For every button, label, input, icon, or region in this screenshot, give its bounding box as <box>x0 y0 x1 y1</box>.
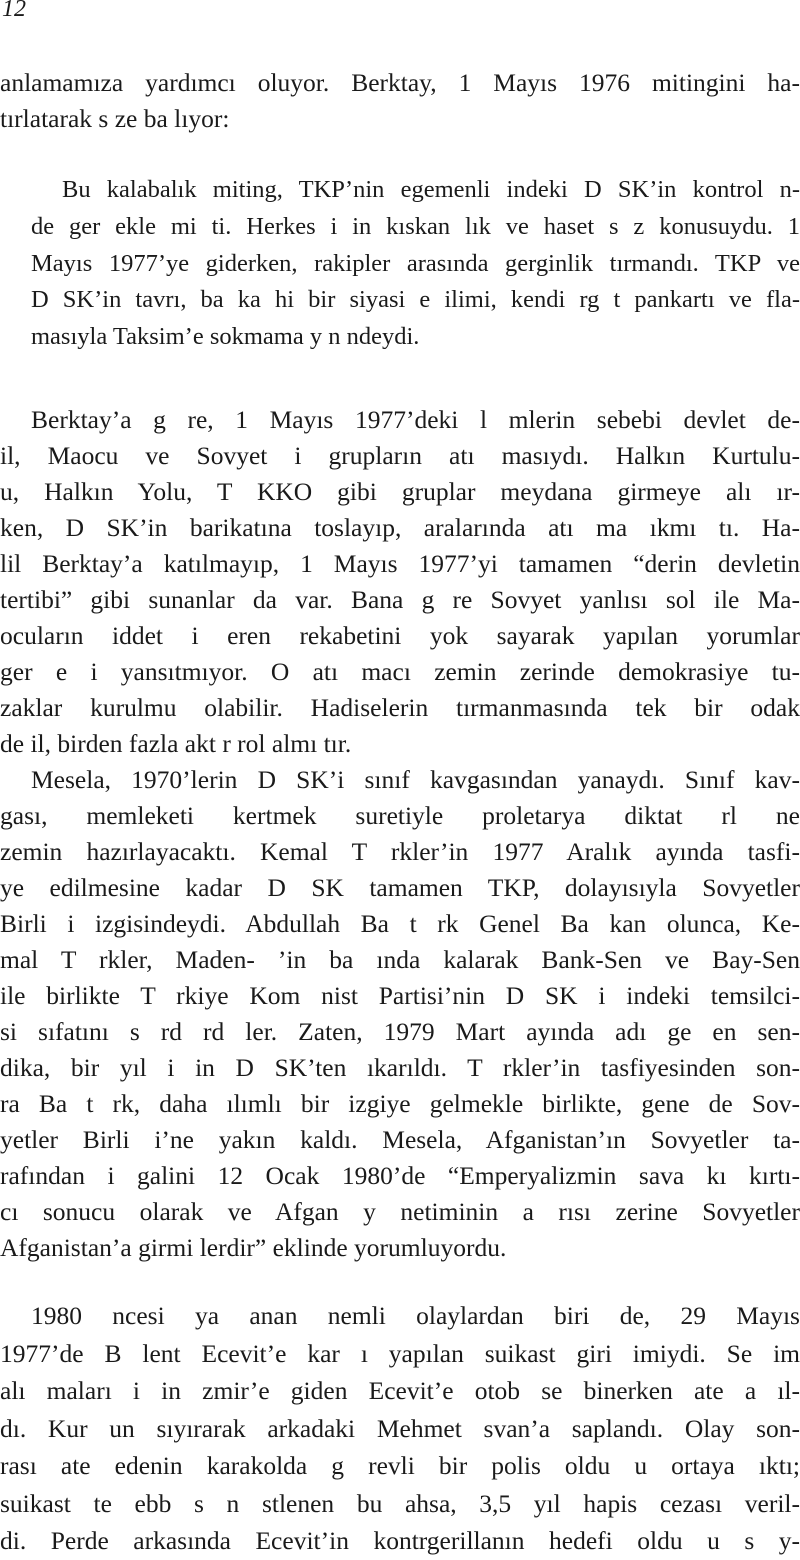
block-quote <box>31 172 800 356</box>
text-line: tırlatarak s ze ba lıyor: <box>0 104 230 133</box>
text-line: dı. Kur un sıyırarak arkadaki Mehmet svan’a saplandı. Olay son- <box>0 1413 800 1443</box>
text-line: Birli i izgisindeydi. Abdullah Ba t rk Genel Ba kan olunca, Ke- <box>0 909 800 938</box>
text-line: ye edilmesine kadar D SK tamamen TKP, dolayısıyla Sovyetler <box>0 873 800 902</box>
text-line: rafından i galini 12 Ocak 1980’de “Emperyalizmin sava kı kırtı- <box>0 1161 800 1190</box>
text-line: ken, D SK’in barikatına toslayıp, aralarında atı ma ıkmı tı. Ha- <box>0 513 800 542</box>
text-line: de il, birden fazla akt r rol almı tır. <box>0 729 352 758</box>
text-line: ra Ba t rk, daha ılımlı bir izgiye gelmekle birlikte, gene de Sov- <box>0 1089 800 1118</box>
text-line: de ger ekle mi ti. Herkes i in kıskan lık ve haset s z konusuydu. 1 <box>31 212 800 240</box>
text-line: anlamamıza yardımcı oluyor. Berktay, 1 Mayıs 1976 mitingini ha- <box>0 68 800 97</box>
text-line: cı sonucu olarak ve Afgan y netiminin a rısı zerine Sovyetler <box>0 1197 800 1226</box>
text-line: zaklar kurulmu olabilir. Hadiselerin tırmanmasında tek bir odak <box>0 693 800 722</box>
text-line: D SK’in tavrı, ba ka hi bir siyasi e ilimi, kendi rg t pankartı ve fla- <box>31 286 800 314</box>
text-line: si sıfatını s rd rd ler. Zaten, 1979 Mart ayında adı ge en sen- <box>0 1017 800 1046</box>
text-line: di. Perde arkasında Ecevit’in kontrgerillanın hedefi oldu u s y- <box>0 1526 800 1555</box>
text-line: mal T rkler, Maden- ’in ba ında kalarak Bank-Sen ve Bay-Sen <box>0 945 800 974</box>
text-line: suikast te ebb s n stlenen bu ahsa, 3,5 yıl hapis cezası veril- <box>0 1488 800 1518</box>
text-line: tertibi” gibi sunanlar da var. Bana g re Sovyet yanlısı sol ile Ma- <box>0 585 800 614</box>
text-line: 1980 ncesi ya anan nemli olaylardan biri de, 29 Mayıs <box>31 1301 800 1330</box>
text-line: ger e i yansıtmıyor. O atı macı zemin zerinde demokrasiye tu- <box>0 657 800 686</box>
text-line: alı maları i in zmir’e giden Ecevit’e otob se binerken ate a ıl- <box>0 1376 800 1405</box>
text-line: Mesela, 1970’lerin D SK’i sınıf kavgasından yanaydı. Sınıf kav- <box>31 765 800 794</box>
text-line: Afganistan’a girmi lerdir” eklinde yorumluyordu. <box>0 1233 507 1262</box>
text-line: ocuların iddet i eren rekabetini yok sayarak yapılan yorumlar <box>0 621 800 650</box>
closing-paragraph <box>0 1297 800 1560</box>
intro-paragraph <box>0 65 800 137</box>
page-number: 12 <box>2 0 26 22</box>
text-line: Berktay’a g re, 1 Mayıs 1977’deki l mlerin sebebi devlet de- <box>31 405 800 434</box>
text-line: yetler Birli i’ne yakın kaldı. Mesela, Afganistan’ın Sovyetler ta- <box>0 1125 800 1154</box>
text-line: rası ate edenin karakolda g revli bir polis oldu u ortaya ıktı; <box>0 1451 800 1480</box>
text-line: ile birlikte T rkiye Kom nist Partisi’nin D SK i indeki temsilci- <box>0 981 800 1010</box>
text-line: u, Halkın Yolu, T KKO gibi gruplar meydana girmeye alı ır- <box>0 477 800 506</box>
text-line: gası, memleketi kertmek suretiyle proletarya diktat rl ne <box>0 801 800 830</box>
main-text <box>0 402 800 1266</box>
text-line: zemin hazırlayacaktı. Kemal T rkler’in 1977 Aralık ayında tasfi- <box>0 837 800 866</box>
text-line: masıyla Taksim’e sokmama y n ndeydi. <box>31 323 420 351</box>
text-line: Mayıs 1977’ye giderken, rakipler arasında gerginlik tırmandı. TKP ve <box>31 249 800 277</box>
text-line: Bu kalabalık miting, TKP’nin egemenli indeki D SK’in kontrol n- <box>62 176 800 203</box>
text-line: il, Maocu ve Sovyet i grupların atı masıydı. Halkın Kurtulu- <box>0 441 800 470</box>
text-line: 1977’de B lent Ecevit’e kar ı yapılan suikast giri imiydi. Se im <box>0 1338 800 1368</box>
text-line: dika, bir yıl i in D SK’ten ıkarıldı. T rkler’in tasfiyesinden son- <box>0 1053 800 1082</box>
text-line: lil Berktay’a katılmayıp, 1 Mayıs 1977’yi tamamen “derin devletin <box>0 549 800 578</box>
